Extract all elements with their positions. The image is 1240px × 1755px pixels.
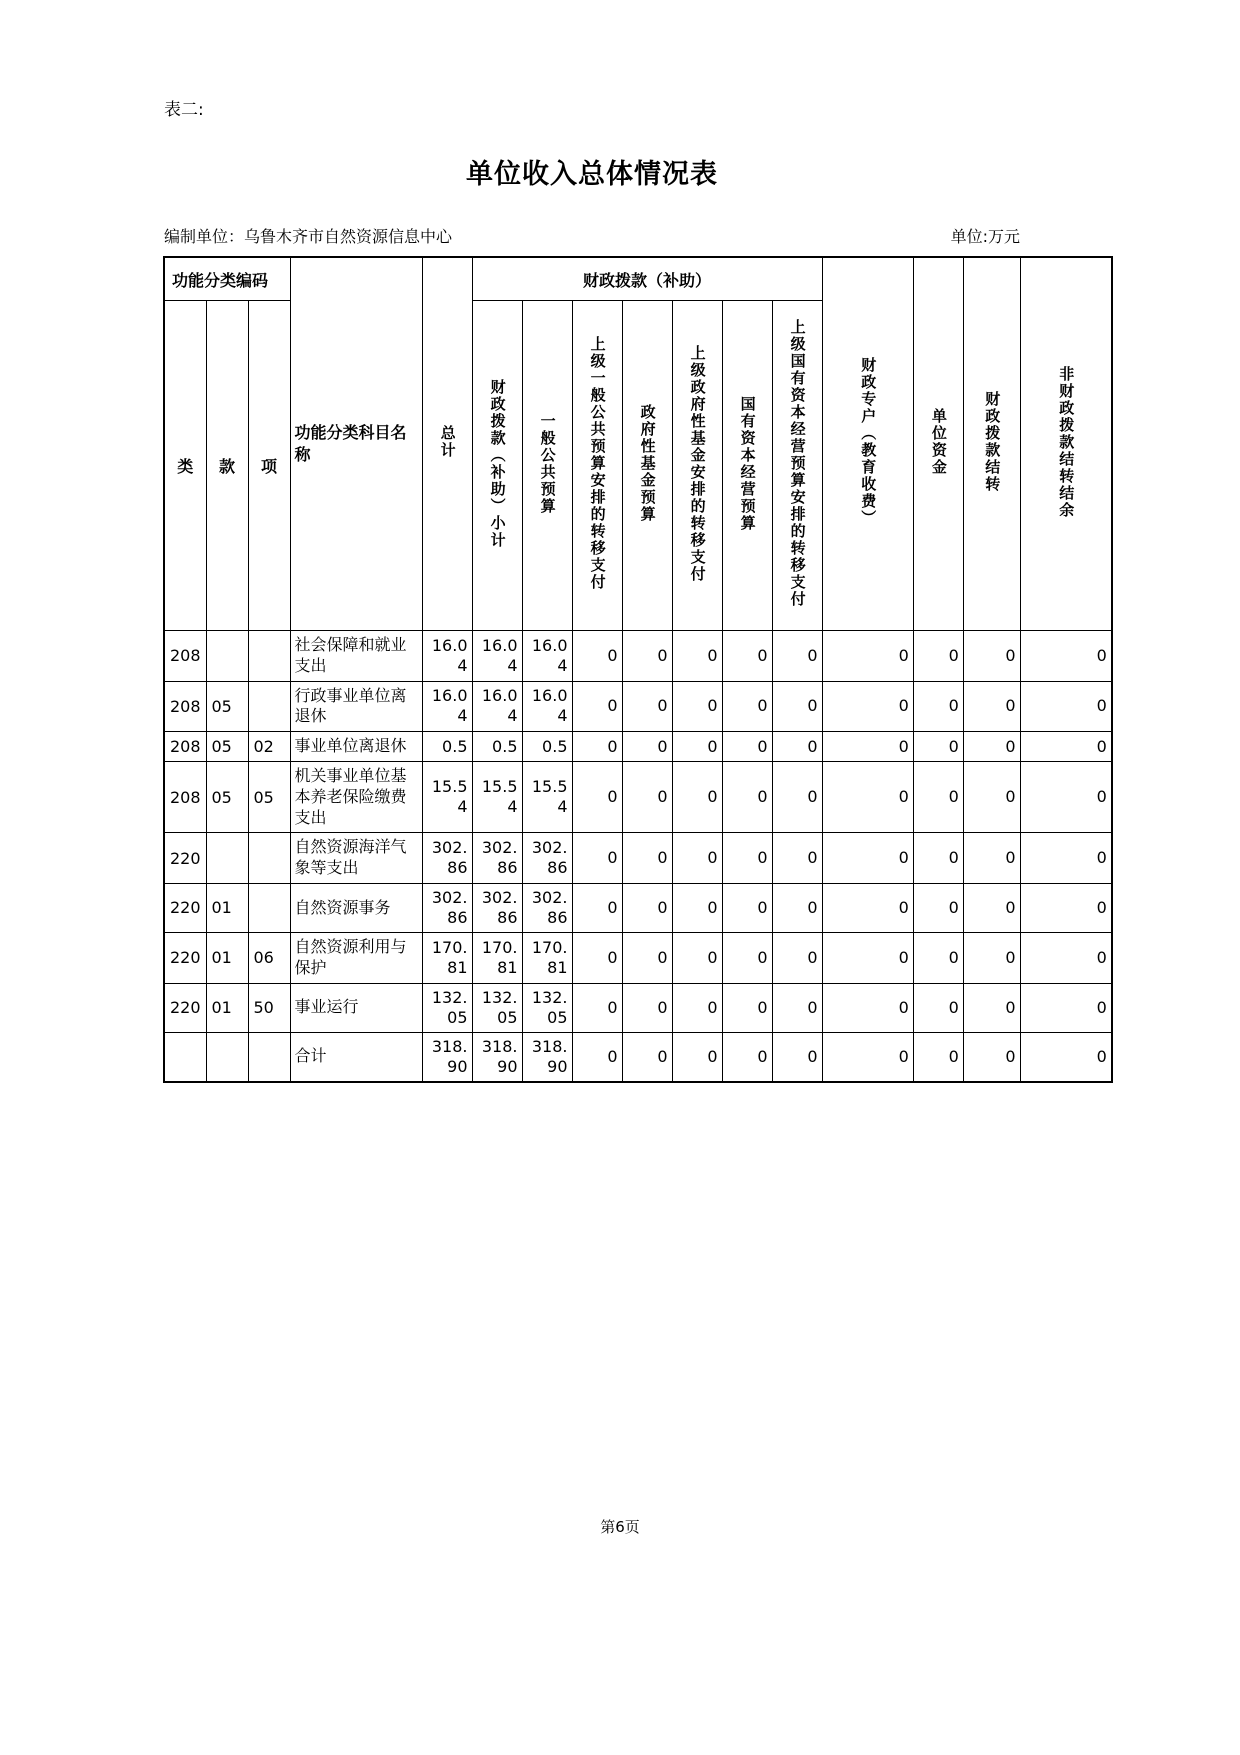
cell-amount: 0 xyxy=(913,932,963,983)
cell-amount: 0 xyxy=(1020,932,1112,983)
cell-amount: 0 xyxy=(913,761,963,832)
cell-amount: 0 xyxy=(722,681,772,732)
cell-item-code: 05 xyxy=(248,761,290,832)
cell-amount: 0 xyxy=(572,761,622,832)
cell-section-code: 01 xyxy=(206,883,248,932)
cell-amount: 0 xyxy=(913,883,963,932)
cell-amount: 0 xyxy=(963,732,1020,762)
header-state-capital-budget: 国有资本经营预算 xyxy=(722,301,772,631)
table-row xyxy=(164,932,1112,983)
cell-amount: 15.54 xyxy=(422,761,472,832)
cell-class-code: 220 xyxy=(164,833,206,884)
cell-amount: 0 xyxy=(1020,983,1112,1032)
cell-amount: 15.54 xyxy=(522,761,572,832)
cell-amount: 0 xyxy=(672,631,722,682)
cell-item-code xyxy=(248,681,290,732)
cell-section-code: 05 xyxy=(206,681,248,732)
header-higher-state-capital-transfer: 上级国有资本经营预算安排的转移支付 xyxy=(772,301,822,631)
cell-amount: 132.05 xyxy=(522,983,572,1032)
header-group-row xyxy=(164,257,1112,301)
cell-amount: 0 xyxy=(772,883,822,932)
unit-label: 单位:万元 xyxy=(950,227,1020,246)
cell-item-code: 02 xyxy=(248,732,290,762)
cell-amount: 0 xyxy=(772,932,822,983)
income-table xyxy=(163,256,1113,1083)
cell-amount: 0 xyxy=(963,883,1020,932)
cell-amount: 0 xyxy=(913,631,963,682)
cell-amount: 0 xyxy=(1020,732,1112,762)
cell-amount: 302.86 xyxy=(522,883,572,932)
cell-amount: 0 xyxy=(722,932,772,983)
cell-amount: 302.86 xyxy=(472,883,522,932)
cell-amount: 302.86 xyxy=(422,833,472,884)
header-fiscal-grant-group: 财政拨款（补助） xyxy=(472,257,822,301)
header-subject-name-label: 功能分类科目名称 xyxy=(294,423,407,464)
cell-amount: 0 xyxy=(672,761,722,832)
header-higher-gov-fund-transfer: 上级政府性基金安排的转移支付 xyxy=(672,301,722,631)
header-fiscal-subtotal: 财政拨款（补助）小计 xyxy=(472,301,522,631)
cell-subject-name: 自然资源利用与保护 xyxy=(290,932,422,983)
cell-section-code: 05 xyxy=(206,761,248,832)
table-label: 表二: xyxy=(164,100,204,120)
cell-class-code: 220 xyxy=(164,983,206,1032)
cell-amount: 0 xyxy=(722,1032,772,1082)
table-row xyxy=(164,631,1112,682)
cell-amount: 0 xyxy=(963,761,1020,832)
table-row xyxy=(164,761,1112,832)
cell-amount: 170.81 xyxy=(472,932,522,983)
cell-subject-name: 事业运行 xyxy=(290,983,422,1032)
cell-section-code: 01 xyxy=(206,932,248,983)
cell-amount: 16.04 xyxy=(422,681,472,732)
cell-class-code: 208 xyxy=(164,631,206,682)
cell-subject-name: 行政事业单位离退休 xyxy=(290,681,422,732)
cell-amount: 0 xyxy=(622,681,672,732)
cell-amount: 132.05 xyxy=(472,983,522,1032)
cell-amount: 0 xyxy=(772,631,822,682)
cell-amount: 0 xyxy=(622,983,672,1032)
page-footer: 第6页 xyxy=(600,1518,640,1536)
cell-amount: 0 xyxy=(913,983,963,1032)
cell-amount: 0 xyxy=(963,681,1020,732)
cell-amount: 0 xyxy=(913,732,963,762)
cell-amount: 318.90 xyxy=(472,1032,522,1082)
header-general-public-budget: 一般公共预算 xyxy=(522,301,572,631)
cell-amount: 0 xyxy=(722,631,772,682)
cell-amount: 16.04 xyxy=(422,631,472,682)
header-class: 类 xyxy=(164,301,206,631)
header-item: 项 xyxy=(248,301,290,631)
cell-amount: 0 xyxy=(572,833,622,884)
header-higher-general-transfer: 上级一般公共预算安排的转移支付 xyxy=(572,301,622,631)
cell-amount: 0 xyxy=(913,833,963,884)
header-section: 款 xyxy=(206,301,248,631)
page-title: 单位收入总体情况表 xyxy=(466,159,718,190)
cell-amount: 0 xyxy=(722,833,772,884)
cell-amount: 0 xyxy=(913,681,963,732)
cell-class-code: 208 xyxy=(164,732,206,762)
cell-section-code xyxy=(206,1032,248,1082)
cell-amount: 0.5 xyxy=(472,732,522,762)
cell-amount: 0 xyxy=(722,983,772,1032)
cell-amount: 0 xyxy=(913,1032,963,1082)
cell-amount: 0 xyxy=(622,732,672,762)
cell-item-code xyxy=(248,1032,290,1082)
cell-amount: 0 xyxy=(572,732,622,762)
cell-amount: 16.04 xyxy=(522,681,572,732)
table-row xyxy=(164,1032,1112,1082)
cell-section-code: 05 xyxy=(206,732,248,762)
cell-amount: 0 xyxy=(572,681,622,732)
table-row xyxy=(164,732,1112,762)
cell-amount: 0 xyxy=(963,983,1020,1032)
cell-amount: 0 xyxy=(572,631,622,682)
cell-amount: 16.04 xyxy=(472,631,522,682)
cell-class-code: 208 xyxy=(164,761,206,832)
cell-amount: 0 xyxy=(572,932,622,983)
cell-amount: 0 xyxy=(822,732,913,762)
cell-amount: 0 xyxy=(1020,1032,1112,1082)
cell-amount: 170.81 xyxy=(522,932,572,983)
info-row xyxy=(164,224,1020,247)
cell-item-code xyxy=(248,883,290,932)
cell-amount: 0 xyxy=(772,833,822,884)
cell-section-code xyxy=(206,833,248,884)
cell-amount: 0.5 xyxy=(522,732,572,762)
cell-amount: 16.04 xyxy=(522,631,572,682)
cell-amount: 302.86 xyxy=(472,833,522,884)
header-function-code-group: 功能分类编码 xyxy=(164,257,290,301)
cell-amount: 0 xyxy=(963,932,1020,983)
cell-subject-name: 自然资源事务 xyxy=(290,883,422,932)
cell-subject-name: 社会保障和就业支出 xyxy=(290,631,422,682)
table-row xyxy=(164,833,1112,884)
cell-amount: 0 xyxy=(622,1032,672,1082)
cell-amount: 0 xyxy=(772,732,822,762)
cell-amount: 302.86 xyxy=(422,883,472,932)
cell-class-code: 220 xyxy=(164,883,206,932)
cell-amount: 0 xyxy=(672,932,722,983)
cell-item-code xyxy=(248,833,290,884)
table-row xyxy=(164,983,1112,1032)
header-total xyxy=(422,257,472,631)
cell-subject-name: 自然资源海洋气象等支出 xyxy=(290,833,422,884)
cell-amount: 0 xyxy=(672,883,722,932)
cell-item-code xyxy=(248,631,290,682)
header-gov-fund-budget: 政府性基金预算 xyxy=(622,301,672,631)
cell-subject-name: 机关事业单位基本养老保险缴费支出 xyxy=(290,761,422,832)
cell-subject-name: 事业单位离退休 xyxy=(290,732,422,762)
cell-amount: 0 xyxy=(622,932,672,983)
cell-amount: 0 xyxy=(622,631,672,682)
header-unit-funds: 单位资金 xyxy=(913,257,963,631)
cell-class-code: 208 xyxy=(164,681,206,732)
header-total-label: 总计 xyxy=(438,425,457,459)
cell-amount: 0 xyxy=(1020,681,1112,732)
cell-amount: 0 xyxy=(822,631,913,682)
cell-amount: 0 xyxy=(1020,761,1112,832)
cell-amount: 0 xyxy=(963,1032,1020,1082)
cell-subject-name: 合计 xyxy=(290,1032,422,1082)
table-row xyxy=(164,883,1112,932)
cell-amount: 16.04 xyxy=(472,681,522,732)
cell-amount: 0 xyxy=(772,681,822,732)
cell-section-code: 01 xyxy=(206,983,248,1032)
cell-section-code xyxy=(206,631,248,682)
cell-amount: 0 xyxy=(622,883,672,932)
cell-class-code xyxy=(164,1032,206,1082)
cell-amount: 0 xyxy=(722,761,772,832)
cell-amount: 0 xyxy=(772,983,822,1032)
cell-amount: 0 xyxy=(672,1032,722,1082)
cell-item-code: 50 xyxy=(248,983,290,1032)
cell-amount: 0 xyxy=(572,983,622,1032)
cell-amount: 0 xyxy=(772,761,822,832)
prepared-by-label: 编制单位：乌鲁木齐市自然资源信息中心 xyxy=(164,227,453,246)
header-subject-name xyxy=(290,257,422,631)
cell-amount: 0 xyxy=(572,1032,622,1082)
cell-amount: 318.90 xyxy=(522,1032,572,1082)
cell-amount: 0 xyxy=(822,932,913,983)
table-row xyxy=(164,681,1112,732)
cell-amount: 0 xyxy=(672,732,722,762)
cell-amount: 132.05 xyxy=(422,983,472,1032)
cell-amount: 0 xyxy=(822,761,913,832)
header-fiscal-carryover: 财政拨款结转 xyxy=(963,257,1020,631)
header-fiscal-special-account: 财政专户（教育收费） xyxy=(822,257,913,631)
cell-amount: 318.90 xyxy=(422,1032,472,1082)
cell-amount: 0 xyxy=(1020,833,1112,884)
cell-amount: 0 xyxy=(1020,883,1112,932)
cell-amount: 0 xyxy=(963,833,1020,884)
cell-amount: 0 xyxy=(772,1032,822,1082)
cell-amount: 0 xyxy=(622,761,672,832)
cell-class-code: 220 xyxy=(164,932,206,983)
cell-amount: 0 xyxy=(1020,631,1112,682)
cell-amount: 0 xyxy=(672,833,722,884)
cell-amount: 0 xyxy=(822,833,913,884)
cell-amount: 15.54 xyxy=(472,761,522,832)
cell-amount: 0 xyxy=(822,983,913,1032)
cell-amount: 0 xyxy=(672,983,722,1032)
cell-amount: 0 xyxy=(572,883,622,932)
cell-amount: 0 xyxy=(722,883,772,932)
cell-amount: 0.5 xyxy=(422,732,472,762)
cell-amount: 0 xyxy=(722,732,772,762)
cell-amount: 0 xyxy=(622,833,672,884)
table-body xyxy=(164,631,1112,1082)
cell-amount: 0 xyxy=(822,681,913,732)
header-non-fiscal-carryover: 非财政拨款结转结余 xyxy=(1020,257,1112,631)
cell-amount: 0 xyxy=(672,681,722,732)
cell-item-code: 06 xyxy=(248,932,290,983)
cell-amount: 170.81 xyxy=(422,932,472,983)
cell-amount: 0 xyxy=(822,1032,913,1082)
cell-amount: 302.86 xyxy=(522,833,572,884)
cell-amount: 0 xyxy=(822,883,913,932)
cell-amount: 0 xyxy=(963,631,1020,682)
